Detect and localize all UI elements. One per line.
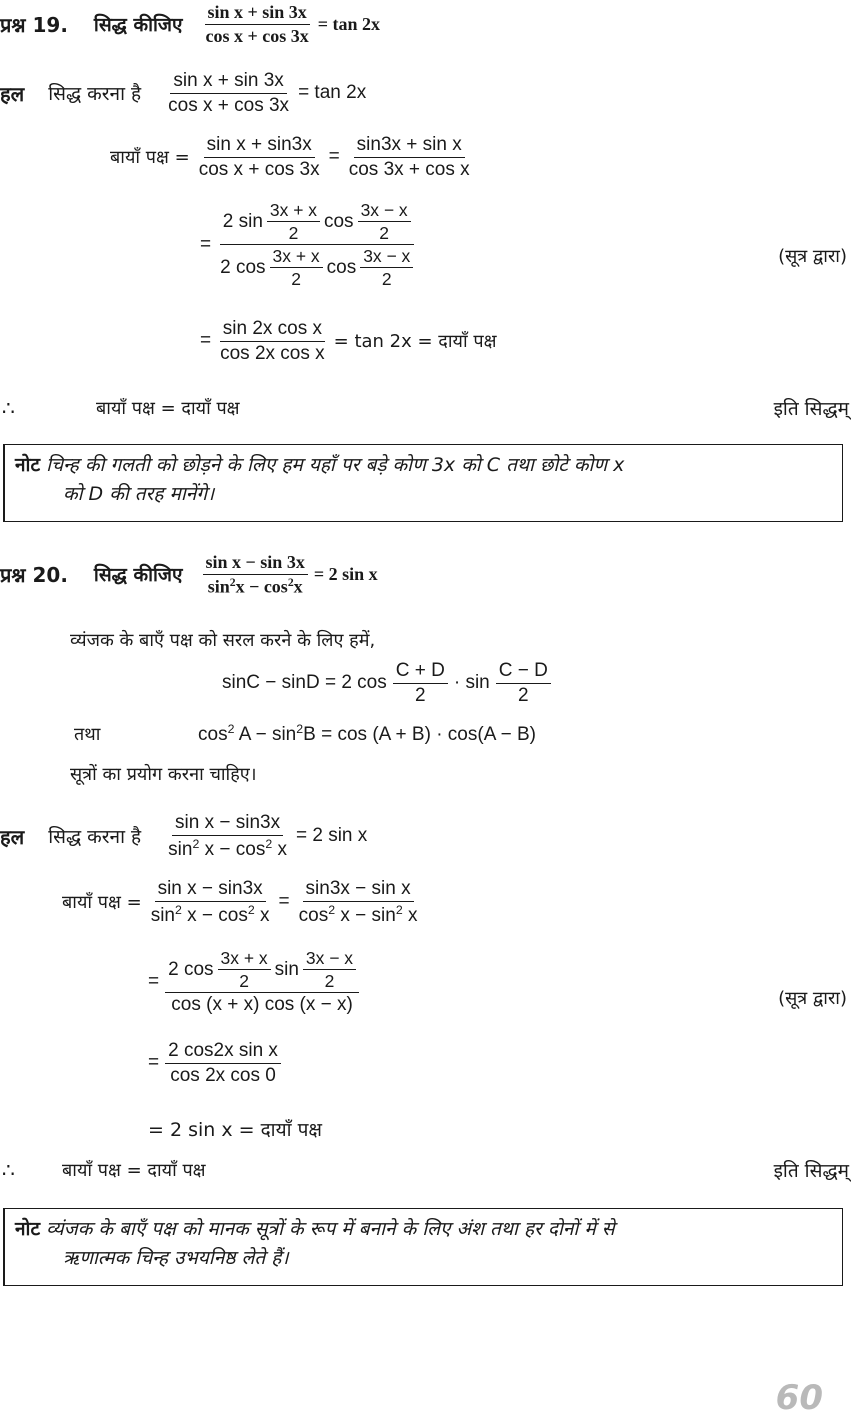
q20-step3: = $\frac{\text{2 cos2x sin x}}{\text{cos 2x cos 0}}$ [148,1040,281,1087]
q19-hence-proved: इति सिद्धम् [773,398,849,420]
q20-sutra-note: (सूत्र द्वारा) [778,988,847,1009]
equals-sign: = [200,330,212,352]
q20-to-prove-label: सिद्ध करना है [48,826,142,849]
q19-to-prove [0,70,366,117]
q19-step1 [110,134,473,181]
equals-sign: = [200,233,212,255]
q20-prove-label: सिद्ध कीजिए [93,564,183,587]
q19-rhs: = tan 2x [317,13,381,34]
equals-sign: = [148,1052,160,1074]
q19-step3-fraction: $\frac{\text{sin 2x cos x}}{\text{cos 2x cos x}}$ [220,318,325,364]
q20-step4: = 2 sin x = दायाँ पक्ष [148,1119,322,1141]
q19-step3-rhs: = tan 2x = दायाँ पक्ष [333,331,497,353]
q20-statement [0,552,378,597]
q19-step2-fraction: 2 sin $\frac{3x + x}{2}$ cos $\frac{3x - x}{2}$ 2 cos $\frac{3x + x}{2}$ cos $\frac{3x - x}{2}$ [217,200,416,289]
q19-to-prove-rhs: = tan 2x [298,82,367,104]
note-box-1 [3,444,843,522]
q20-use-formulas: सूत्रों का प्रयोग करना चाहिए। [70,764,257,785]
note1-line2: को D की तरह मानेंगे। [63,483,215,506]
q20-conclusion: बायाँ पक्ष = दायाँ पक्ष [62,1160,206,1181]
q19-to-prove-label: सिद्ध करना है [48,83,142,106]
q20-lhs-label: बायाँ पक्ष = [62,892,142,914]
q19-conclusion: बायाँ पक्ष = दायाँ पक्ष [96,398,240,419]
q20-solution-label: हल [0,824,25,849]
q20-heading: प्रश्न 20. [0,562,68,587]
q19-solution-label: हल [0,81,25,106]
q19-lhs-label: बायाँ पक्ष = [110,147,190,169]
page-number: 60 [775,1378,823,1418]
q20-formula1: sinC − sinD = 2 cos $\frac{C + D}{2}$ · sin $\frac{C - D}{2}$ [222,660,551,707]
q19-to-prove-fraction: $\frac{\text{sin x + sin 3x}}{\text{cos x + cos 3x}}$ [168,70,290,116]
q19-fraction: $\frac{\text{sin x + sin 3x}}{\text{cos x + cos 3x}}$ [205,2,309,46]
q20-hence-proved: इति सिद्धम् [773,1160,849,1182]
note-box-2 [3,1208,843,1286]
q19-step2 [200,200,416,289]
note1-line1: चिन्ह की गलती को छोड़ने के लिए हम यहाँ पर बड़े कोण 3x को C तथा छोटे कोण x [46,454,625,476]
q20-tatha: तथा [74,724,101,745]
equals-sign: = [148,971,160,993]
q19-therefore-symbol: ∴ [2,398,15,420]
q20-therefore-symbol: ∴ [2,1160,15,1182]
q20-to-prove-fraction: $\frac{\text{sin x − sin3x}}{\sin^2 x - \cos^2 x}$ [168,812,287,860]
note1-label: नोट [15,454,41,476]
q20-step1: बायाँ पक्ष = $\frac{\text{sin x − sin3x}}{\sin^2 x - \cos^2 x}$ = $\frac{\text{sin3x − sin x}}{\cos^2 x - \sin^2 x}$ [62,878,418,926]
q20-step2: = 2 cos $\frac{3x + x}{2}$ sin $\frac{3x - x}{2}$ cos (x + x) cos (x − x) [148,948,359,1016]
equals-sign: = [328,146,340,168]
q19-heading: प्रश्न 19. [0,12,68,37]
q19-prove-label: सिद्ध कीजिए [93,14,183,37]
q19-sutra-note: (सूत्र द्वारा) [778,246,847,267]
q20-fraction: $\frac{\text{sin x − sin 3x}}{\sin^2x - \cos^2x}$ [203,552,308,597]
q19-step1-frac-b: $\frac{\text{sin3x + sin x}}{\text{cos 3x + cos x}}$ [348,134,470,180]
q19-step3 [200,318,496,365]
q20-formula2: $\cos^2 A - \sin^2B = \cos (A + B) \cdot \cos(A - B)$ [198,722,536,745]
q19-step1-frac-a: $\frac{\text{sin x + sin3x}}{\text{cos x + cos 3x}}$ [198,134,320,180]
q20-hint: व्यंजक के बाएँ पक्ष को सरल करने के लिए हमें, [70,630,376,651]
q20-to-prove [0,812,367,860]
note2-line2: ऋणात्मक चिन्ह उभयनिष्ठ लेते हैं। [63,1247,289,1270]
q20-rhs: = 2 sin x [313,563,378,584]
note2-line1: व्यंजक के बाएँ पक्ष को मानक सूत्रों के रूप में बनाने के लिए अंश तथा हर दोनों में से [46,1218,615,1240]
q19-statement [0,2,380,46]
q20-to-prove-rhs: = 2 sin x [295,825,368,847]
equals-sign: = [278,891,290,913]
note2-label: नोट [15,1218,41,1240]
